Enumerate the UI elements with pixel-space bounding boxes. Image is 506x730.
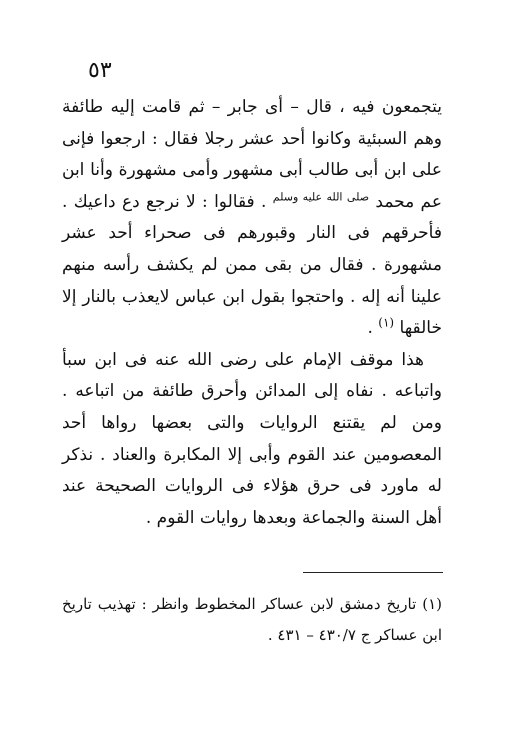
- paragraph-1-continuation: . فقالوا : لا نرجع دع داعيك . فأحرقهم فى النار وقبورهم فى صحراء أحد عشر مشهورة . فقال من بقى ممن لم يكشف رأسه منهم علينا أنه إله . واحتجوا بقول ابن عباس لايعذب بالنار إلا خالقها: [62, 191, 442, 339]
- footnote-text: (١) تاريخ دمشق لابن عساكر المخطوط وانظر : تهذيب تاريخ ابن عساكر ج ٤٣٠/٧ – ٤٣١ .: [62, 595, 442, 644]
- footnote-reference: (١): [378, 315, 395, 330]
- footnote: [62, 589, 442, 651]
- honorific-ligature: صلى الله عليه وسلم: [272, 190, 370, 204]
- paragraph-1-text: يتجمعون فيه ، قال – أى جابر – ثم قامت إليه طائفة وهم السبئية وكانوا أحد عشر رجلا فقال : ارجعوا فإنى على ابن أبى طالب أبى مشهور وأمى مشهورة وأنا ابن عم محمد: [62, 97, 443, 212]
- page-number: ٥٣: [88, 58, 112, 83]
- paragraph-1-end: .: [367, 318, 373, 339]
- footnote-divider: [303, 572, 443, 573]
- paragraph-2-text: هذا موقف الإمام على رضى الله عنه فى ابن سبأ واتباعه . نفاه إلى المدائن وأحرق طائفة من اتباعه . ومن لم يقتنع الروايات والتى بعضها رواها أحد المعصومين عند القوم وأبى إلا المكابرة والعناد . نذكر له ماورد فى حرق هؤلاء فى الروايات الصحيحة عند أهل السنة والجماعة وبعدها روايات القوم .: [62, 349, 442, 528]
- paragraph-1: [62, 92, 442, 345]
- main-text: [62, 92, 442, 534]
- paragraph-2: [62, 345, 442, 535]
